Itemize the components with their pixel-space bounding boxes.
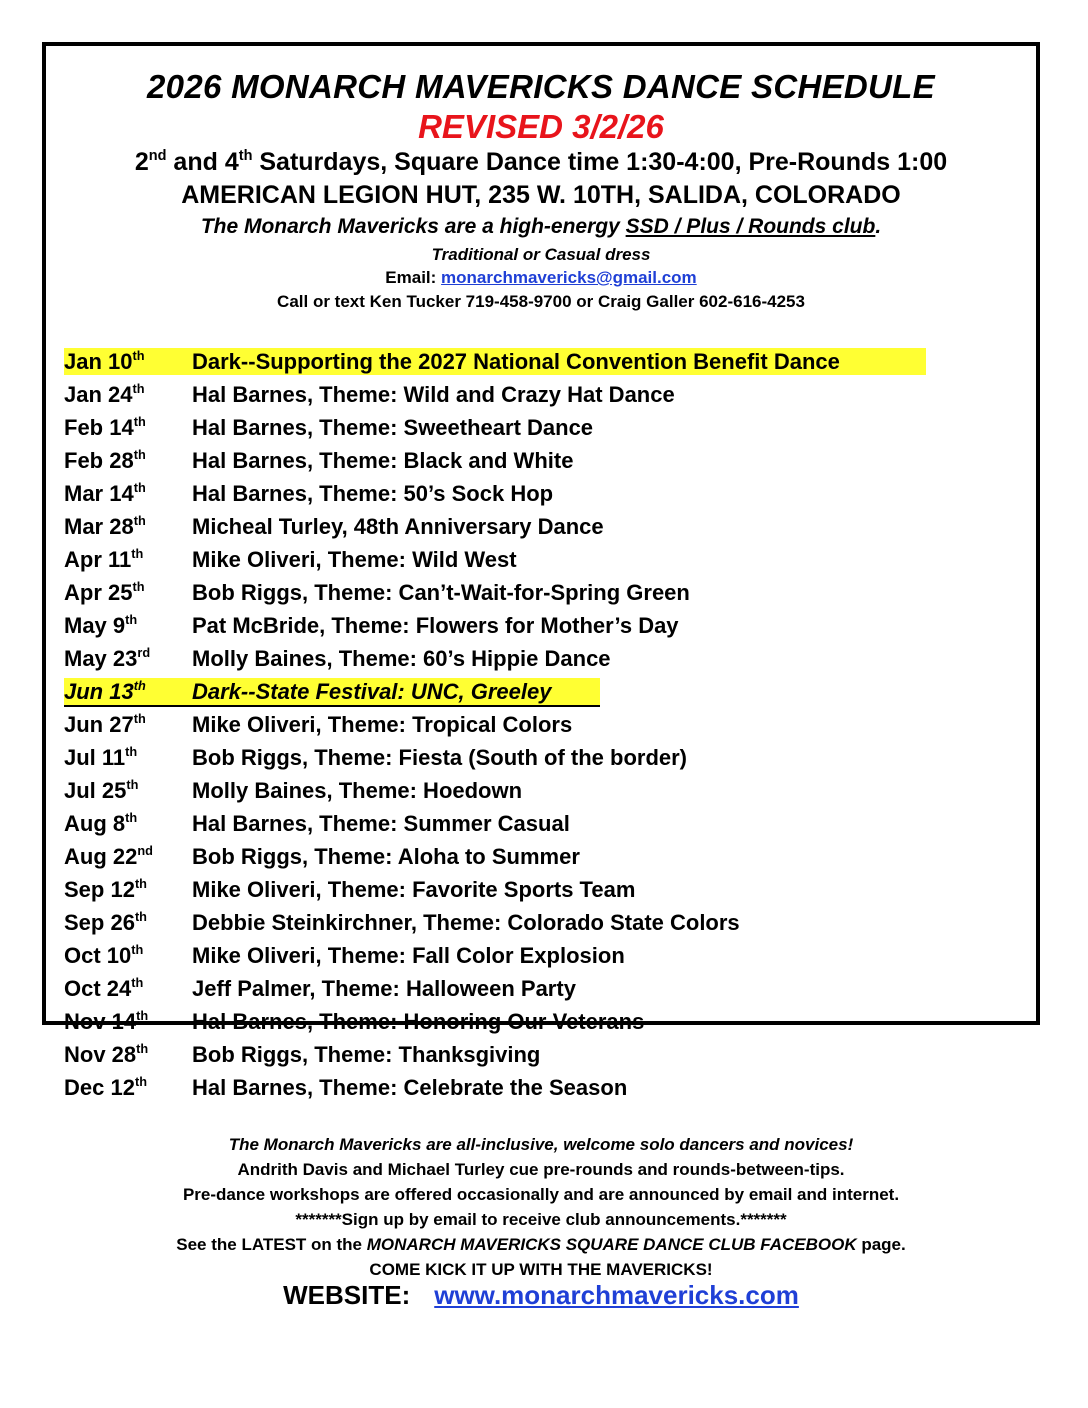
schedule-date: Aug 22nd	[64, 843, 153, 869]
email-link[interactable]: monarchmavericks@gmail.com	[441, 268, 697, 287]
schedule-date: Oct 10th	[64, 942, 144, 968]
schedule-date: Jul 25th	[64, 777, 139, 803]
schedule-date: Sep 12th	[64, 876, 147, 902]
schedule-event: Debbie Steinkirchner, Theme: Colorado State Colors	[192, 910, 740, 935]
schedule-date: Sep 26th	[64, 909, 147, 935]
schedule-date: Dec 12th	[64, 1074, 147, 1100]
schedule-date: Mar 28th	[64, 513, 146, 539]
schedule-event: Hal Barnes, Theme: Wild and Crazy Hat Dance	[192, 382, 675, 407]
inclusive-note: The Monarch Mavericks are all-inclusive, welcome solo dancers and novices!	[228, 1135, 854, 1154]
schedule-event: Hal Barnes, Theme: Celebrate the Season	[192, 1075, 628, 1100]
schedule-date: Mar 14th	[64, 480, 146, 506]
schedule-event: Jeff Palmer, Theme: Halloween Party	[192, 976, 576, 1001]
schedule-event: Hal Barnes, Theme: Black and White	[192, 448, 574, 473]
schedule-event: Mike Oliveri, Theme: Wild West	[192, 547, 517, 572]
website-link[interactable]: www.monarchmavericks.com	[434, 1280, 799, 1310]
schedule-date: Apr 11th	[64, 546, 144, 572]
schedule-event: Bob Riggs, Theme: Aloha to Summer	[192, 844, 580, 869]
club-description: The Monarch Mavericks are a high-energy SSD / Plus / Rounds club.	[200, 215, 882, 238]
schedule-event: Dark--State Festival: UNC, Greeley	[192, 679, 552, 704]
schedule-event: Mike Oliveri, Theme: Fall Color Explosion	[192, 943, 625, 968]
schedule-event: Hal Barnes, Theme: Summer Casual	[192, 811, 570, 836]
schedule-date: Jan 24th	[64, 381, 145, 407]
schedule-date: Jun 13th	[64, 678, 146, 704]
schedule-event: Hal Barnes, Theme: 50’s Sock Hop	[192, 481, 554, 506]
schedule-date: Jan 10th	[64, 348, 145, 374]
contact-phones: Call or text Ken Tucker 719-458-9700 or Craig Galler 602-616-4253	[277, 292, 805, 311]
kick-it-up-note: COME KICK IT UP WITH THE MAVERICKS!	[369, 1260, 713, 1279]
schedule-date: Feb 14th	[64, 414, 146, 440]
schedule-date: Aug 8th	[64, 810, 138, 836]
schedule-event: Molly Baines, Theme: Hoedown	[192, 778, 523, 803]
page-title: 2026 MONARCH MAVERICKS DANCE SCHEDULE	[147, 68, 935, 105]
schedule-date: Feb 28th	[64, 447, 146, 473]
schedule-event: Bob Riggs, Theme: Thanksgiving	[192, 1042, 541, 1067]
schedule-event: Hal Barnes, Theme: Honoring Our Veterans	[192, 1009, 645, 1034]
cuers-note: Andrith Davis and Michael Turley cue pre-rounds and rounds-between-tips.	[237, 1160, 845, 1179]
schedule-event: Bob Riggs, Theme: Can’t-Wait-for-Spring Green	[192, 580, 690, 605]
schedule-date: May 9th	[64, 612, 138, 638]
schedule-date: Jun 27th	[64, 711, 146, 737]
schedule-times: 2nd and 4th Saturdays, Square Dance time 1:30-4:00, Pre-Rounds 1:00	[134, 147, 948, 176]
email-line: Email: monarchmavericks@gmail.com	[385, 268, 697, 287]
website-label: WEBSITE:	[283, 1280, 411, 1310]
schedule-event: Mike Oliveri, Theme: Tropical Colors	[192, 712, 573, 737]
schedule-event: Bob Riggs, Theme: Fiesta (South of the border)	[192, 745, 687, 770]
schedule-event: Mike Oliveri, Theme: Favorite Sports Team	[192, 877, 636, 902]
schedule-date: Nov 14th	[64, 1008, 149, 1034]
facebook-note: See the LATEST on the MONARCH MAVERICKS SQUARE DANCE CLUB FACEBOOK page.	[176, 1235, 906, 1254]
website-line	[46, 1280, 1036, 1311]
revised-date: REVISED 3/2/26	[418, 108, 664, 145]
schedule-date: May 23rd	[64, 645, 151, 671]
schedule-event: Hal Barnes, Theme: Sweetheart Dance	[192, 415, 594, 440]
venue-address: AMERICAN LEGION HUT, 235 W. 10TH, SALIDA, COLORADO	[181, 181, 901, 209]
schedule-event: Molly Baines, Theme: 60’s Hippie Dance	[192, 646, 611, 671]
schedule-date: Oct 24th	[64, 975, 144, 1001]
workshops-note: Pre-dance workshops are offered occasionally and are announced by email and internet.	[182, 1185, 900, 1204]
schedule-date: Apr 25th	[64, 579, 145, 605]
signup-note: *******Sign up by email to receive club announcements.*******	[295, 1210, 787, 1229]
schedule-event: Micheal Turley, 48th Anniversary Dance	[192, 514, 604, 539]
schedule-event: Pat McBride, Theme: Flowers for Mother’s Day	[192, 613, 679, 638]
schedule-event: Dark--Supporting the 2027 National Convention Benefit Dance	[192, 349, 840, 374]
schedule-date: Jul 11th	[64, 744, 138, 770]
schedule-date: Nov 28th	[64, 1041, 149, 1067]
dress-code: Traditional or Casual dress	[431, 245, 651, 264]
